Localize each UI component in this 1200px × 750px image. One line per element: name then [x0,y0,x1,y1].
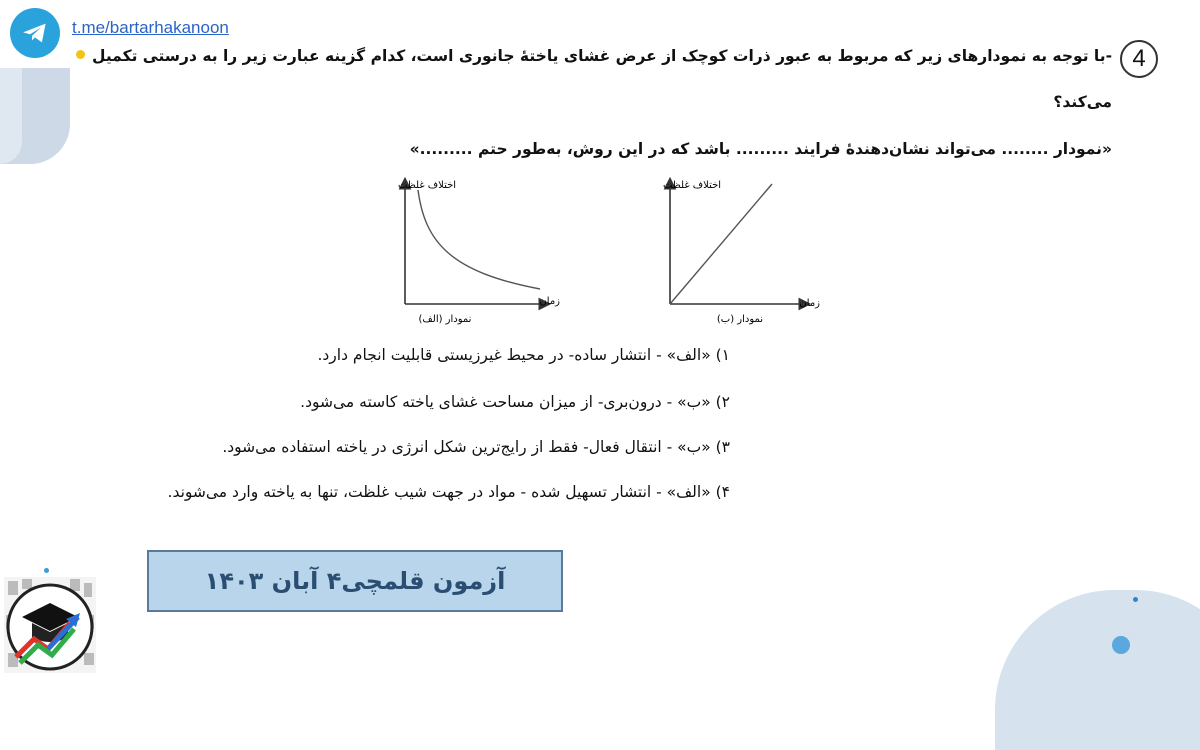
chart-right [663,180,820,325]
option-4[interactable]: ۴) «الف» - انتشار تسهیل شده - مواد در جهت شیب غلظت، تنها به یاخته وارد می‌شوند. [167,483,730,501]
option-3[interactable]: ۳) «ب» - انتقال فعال- فقط از رایج‌ترین شکل انرژی در یاخته استفاده می‌شود. [222,438,730,456]
decorative-dot [44,568,49,573]
question-number: 4 [1120,40,1158,78]
option-2[interactable]: ۲) «ب» - درون‌بری- از میزان مساحت غشای یاخته کاسته می‌شود. [300,393,730,411]
question-statement: «نمودار ........ می‌تواند نشان‌دهندهٔ فرایند ......... باشد که در این روش، به‌طور حتم .........» [409,140,1112,158]
decay-curve [418,190,540,289]
question-text-line1: -با توجه به نمودارهای زیر که مربوط به عبور ذرات کوچک از عرض غشای یاختهٔ جانوری است، کدام گزینه عبارت زیر را به درستی تکمیل [92,47,1112,65]
question-text-line2: می‌کند؟ [1053,93,1112,111]
brand-logo [0,575,100,675]
telegram-link[interactable]: t.me/bartarhakanoon [72,18,229,37]
chart-left-caption: نمودار (الف) [418,314,472,325]
chart-right-ylabel: اختلاف غلظت [663,180,722,191]
decorative-blob [995,590,1200,750]
charts-figure [330,172,850,332]
telegram-icon[interactable] [10,8,60,58]
chart-left-xlabel: زمان [539,296,560,307]
exam-title-box [147,550,563,612]
chart-right-xlabel: زمان [799,298,820,309]
decorative-dot [76,50,85,59]
chart-right-caption: نمودار (ب) [716,314,764,325]
exam-title: آزمون قلمچی۴ آبان ۱۴۰۳ [204,567,506,595]
decorative-dot [1112,636,1130,654]
decorative-dot [1133,597,1138,602]
chart-left [398,180,560,325]
linear-line [670,184,772,304]
chart-left-ylabel: اختلاف غلظت [398,180,457,191]
decorative-shape-left [0,68,70,164]
option-1[interactable]: ۱) «الف» - انتشار ساده- در محیط غیرزیستی قابلیت انجام دارد. [317,346,730,364]
